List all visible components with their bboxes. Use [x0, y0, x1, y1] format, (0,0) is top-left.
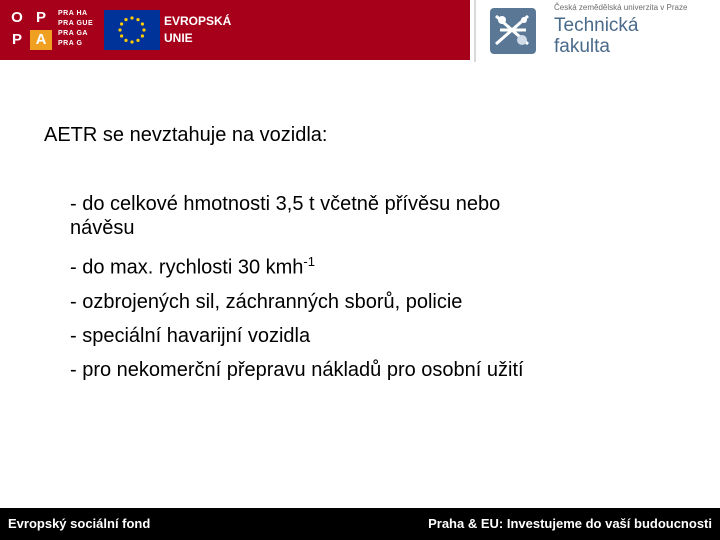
oppa-letter-p2: P	[6, 30, 28, 50]
eu-text-line-2: UNIE	[164, 31, 193, 45]
footer-left-text: Evropský sociální fond	[8, 516, 151, 531]
footer-bar	[0, 508, 720, 540]
praha-logo	[58, 10, 98, 50]
eu-logo-text	[164, 13, 231, 47]
eu-text-line-1: EVROPSKÁ	[164, 14, 232, 28]
header-banner	[0, 0, 720, 68]
praha-line-2: PRA GUE	[58, 20, 94, 27]
footer-right-text: Praha & EU: Investujeme do vaší budoucnosti	[428, 516, 712, 531]
praha-line-3: PRA GA	[58, 30, 88, 37]
exemption-list	[70, 187, 684, 387]
faculty-emblem-icon	[488, 6, 538, 56]
faculty-name	[554, 15, 639, 57]
university-name: Česká zemědělská univerzita v Praze	[554, 3, 688, 12]
list-item	[70, 187, 684, 245]
list-item: - pro nekomerční přepravu nákladů pro osobní užití	[70, 358, 524, 381]
list-item	[70, 245, 684, 285]
technical-faculty-logo	[474, 0, 720, 62]
slide-content	[44, 124, 684, 387]
eu-flag-icon	[104, 10, 160, 50]
faculty-name-line-1: Technická	[554, 15, 639, 36]
list-item: - speciální havarijní vozidla	[70, 324, 311, 347]
praha-line-4: PRA G	[58, 40, 83, 47]
list-item: - ozbrojených sil, záchranných sborů, policie	[70, 290, 463, 313]
oppa-logo	[6, 8, 56, 52]
oppa-letter-o: O	[6, 8, 28, 28]
oppa-letter-p1: P	[30, 8, 52, 28]
unit-exponent: -1	[303, 254, 315, 269]
faculty-name-line-2: fakulta	[554, 36, 610, 57]
slide-title: AETR se nevztahuje na vozidla:	[44, 124, 328, 146]
list-item-text: - do max. rychlosti 30 kmh	[70, 256, 304, 279]
praha-line-1: PRA HA	[58, 10, 88, 17]
list-item-text-continued: návěsu	[70, 217, 135, 239]
list-item-text: - do celkové hmotnosti 3,5 t včetně přívěsu nebo	[70, 193, 501, 215]
oppa-letter-a: A	[30, 30, 52, 50]
